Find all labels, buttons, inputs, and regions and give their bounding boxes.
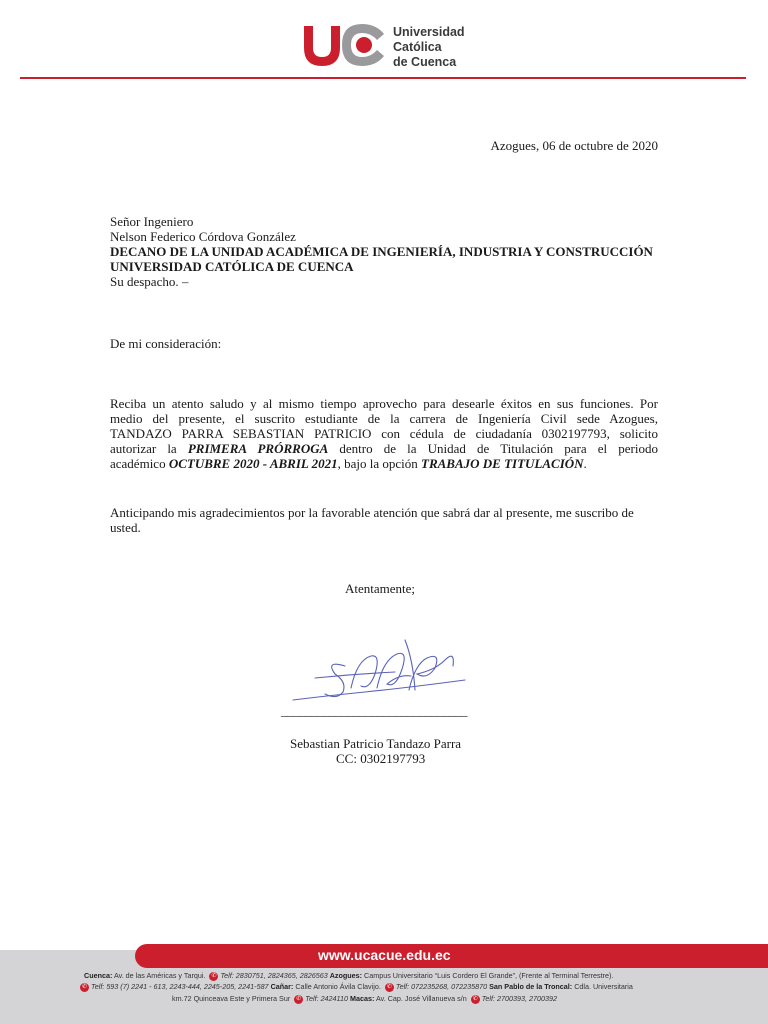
uc-logo-icon xyxy=(300,22,386,68)
phone-icon: ✆ xyxy=(211,972,217,979)
body-line-2: medio del presente, el suscrito estudiante de la carrera de Ingeniería Civil sede Azogues, xyxy=(110,411,658,426)
phone-text: Telf: 593 (7) 2241 - 613, 2243-444, 2245-205, 2241-587 xyxy=(91,982,269,991)
recipient-name: Nelson Federico Córdova González xyxy=(110,229,296,244)
recipient-position: DECANO DE LA UNIDAD ACADÉMICA DE INGENIERÍA, INDUSTRIA Y CONSTRUCCIÓN xyxy=(110,244,653,259)
academic-period: OCTUBRE 2020 - ABRIL 2021 xyxy=(168,456,338,471)
address-text: km.72 Quinceava Este y Primera Sur xyxy=(172,994,291,1003)
recipient-block xyxy=(110,214,653,289)
address-text: Av. Cap. José Villanueva s/n xyxy=(376,994,467,1003)
brand-line-1: Universidad xyxy=(393,25,465,39)
greeting: De mi consideración: xyxy=(110,336,222,351)
address-text: Av. de las Américas y Tarqui. xyxy=(113,971,206,980)
body-text: académico xyxy=(110,456,166,471)
address-text: Campus Universitario “Luis Cordero El Grande”, (Frente al Terminal Terrestre). xyxy=(364,971,614,980)
website-link[interactable]: www.ucacue.edu.ec xyxy=(318,947,451,963)
footer-address-line-2 xyxy=(78,981,698,992)
phone-text: Telf: 072235268, 072235870 xyxy=(395,982,488,991)
body-text: autorizar la xyxy=(110,441,177,456)
phone-icon: ✆ xyxy=(81,983,88,990)
recipient-office: Su despacho. – xyxy=(110,274,189,289)
phone-text: Telf: 2830751, 2824365, 2826563 xyxy=(220,971,328,980)
campus-label: Cañar: xyxy=(270,982,294,991)
thanks-paragraph: Anticipando mis agradecimientos por la favorable atención que sabrá dar al presente, me suscribo de usted. xyxy=(110,505,634,535)
campus-label: Azogues: xyxy=(329,971,363,980)
closing: Atentamente; xyxy=(345,581,416,596)
brand-line-2: Católica xyxy=(393,40,442,54)
letterhead xyxy=(0,0,768,80)
recipient-institution: UNIVERSIDAD CATÓLICA DE CUENCA xyxy=(110,259,354,274)
graduation-option: TRABAJO DE TITULACIÓN xyxy=(421,456,584,471)
request-type: PRIMERA PRÓRROGA xyxy=(187,441,329,456)
body-line-3: TANDAZO PARRA SEBASTIAN PATRICIO con cédula de ciudadanía 0302197793, solicito xyxy=(110,426,658,441)
phone-text: Telf: 2700393, 2700392 xyxy=(481,994,557,1003)
university-name xyxy=(393,25,465,70)
signature-line: _______________________________ xyxy=(281,703,467,718)
recipient-title: Señor Ingeniero xyxy=(110,214,194,229)
phone-icon: ✆ xyxy=(386,983,392,990)
campus-label: Cuenca: xyxy=(84,971,113,980)
footer-address-line-1 xyxy=(84,970,704,981)
phone-text: Telf: 2424110 xyxy=(305,994,349,1003)
signer-name: Sebastian Patricio Tandazo Parra xyxy=(290,736,462,751)
footer-address-line-3 xyxy=(172,993,768,1004)
body-line-1: Reciba un atento saludo y al mismo tiempo aprovecho para desearle éxitos en sus funciones. Por xyxy=(110,396,658,411)
address-text: Calle Antonio Ávila Clavijo. xyxy=(295,982,381,991)
handwritten-signature xyxy=(285,630,485,710)
header-divider xyxy=(20,77,746,79)
body-line-5 xyxy=(110,456,658,471)
brand-line-3: de Cuenca xyxy=(393,55,457,69)
body-text: , bajo la opción xyxy=(337,456,418,471)
campus-label: San Pablo de la Troncal: xyxy=(489,982,573,991)
footer-url-bar xyxy=(135,944,768,968)
body-text: . xyxy=(583,456,587,471)
letter-body xyxy=(110,396,658,471)
body-text: dentro de la Unidad de Titulación para el periodo xyxy=(339,441,658,456)
campus-label: Macas: xyxy=(350,994,375,1003)
letter-date: Azogues, 06 de octubre de 2020 xyxy=(490,138,658,153)
phone-icon: ✆ xyxy=(472,995,478,1002)
address-text: Cdla. Universitaria xyxy=(574,982,633,991)
phone-icon: ✆ xyxy=(296,995,302,1002)
body-line-4 xyxy=(110,441,658,456)
signer-id: CC: 0302197793 xyxy=(336,751,426,766)
